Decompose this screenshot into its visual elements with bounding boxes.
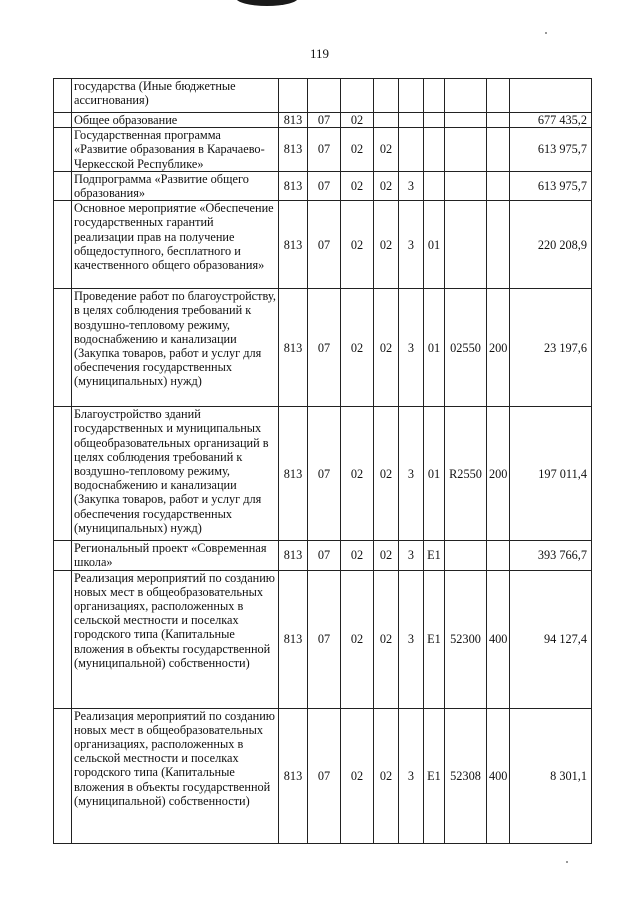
table-row <box>54 113 592 128</box>
direction-code-cell <box>445 171 487 200</box>
table-row <box>54 128 592 172</box>
scan-speck <box>566 861 568 863</box>
section-code-cell <box>308 79 341 113</box>
item-name-cell: Благоустройство зданий государственных и муниципальных общеобразовательных организаций в целях соблюдения требований к воздушно-тепловому режиму, водоснабжению и канализации (Закупка товаров, работ и услуг для обеспечения государственных (муниципальных) нужд) <box>72 407 279 541</box>
amount-cell: 94 127,4 <box>510 570 592 708</box>
subsection-code-cell: 02 <box>341 201 374 289</box>
event-code-cell <box>424 79 445 113</box>
table-row <box>54 201 592 289</box>
event-code-cell <box>424 113 445 128</box>
program-code-cell: 02 <box>374 708 399 843</box>
expense-type-code-cell <box>487 113 510 128</box>
subprogram-code-cell: 3 <box>399 708 424 843</box>
direction-code-cell: 02550 <box>445 289 487 407</box>
direction-code-cell <box>445 113 487 128</box>
section-code-cell: 07 <box>308 113 341 128</box>
subsection-code-cell: 02 <box>341 570 374 708</box>
subsection-code-cell: 02 <box>341 113 374 128</box>
subprogram-code-cell <box>399 128 424 172</box>
admin-code-cell: 813 <box>279 128 308 172</box>
program-code-cell: 02 <box>374 128 399 172</box>
section-code-cell: 07 <box>308 201 341 289</box>
expense-type-code-cell: 200 <box>487 407 510 541</box>
admin-code-cell: 813 <box>279 407 308 541</box>
subprogram-code-cell: 3 <box>399 171 424 200</box>
item-name-cell: государства (Иные бюджетные ассигнования) <box>72 79 279 113</box>
amount-cell: 23 197,6 <box>510 289 592 407</box>
event-code-cell: 01 <box>424 407 445 541</box>
expense-type-code-cell: 200 <box>487 289 510 407</box>
subsection-code-cell: 02 <box>341 171 374 200</box>
amount-cell: 393 766,7 <box>510 541 592 570</box>
subprogram-code-cell: 3 <box>399 289 424 407</box>
direction-code-cell <box>445 128 487 172</box>
section-code-cell: 07 <box>308 407 341 541</box>
section-code-cell: 07 <box>308 171 341 200</box>
section-code-cell: 07 <box>308 128 341 172</box>
program-code-cell: 02 <box>374 541 399 570</box>
item-name-cell: Подпрограмма «Развитие общего образования» <box>72 171 279 200</box>
admin-code-cell: 813 <box>279 289 308 407</box>
event-code-cell: 01 <box>424 289 445 407</box>
section-code-cell: 07 <box>308 708 341 843</box>
admin-code-cell <box>279 79 308 113</box>
subsection-code-cell: 02 <box>341 128 374 172</box>
page-number: 119 <box>309 46 330 61</box>
item-name-cell: Проведение работ по благоустройству, в целях соблюдения требований к воздушно-тепловому режиму, водоснабжению и канализации (Закупка товаров, работ и услуг для обеспечения государственных (муниципальных) нужд) <box>72 289 279 407</box>
program-code-cell: 02 <box>374 407 399 541</box>
section-code-cell: 07 <box>308 289 341 407</box>
expense-type-code-cell <box>487 79 510 113</box>
admin-code-cell: 813 <box>279 113 308 128</box>
expense-type-code-cell: 400 <box>487 708 510 843</box>
blank-cell <box>54 171 72 200</box>
event-code-cell: 01 <box>424 201 445 289</box>
blank-cell <box>54 113 72 128</box>
section-code-cell: 07 <box>308 541 341 570</box>
direction-code-cell <box>445 541 487 570</box>
item-name-cell: Реализация мероприятий по созданию новых мест в общеобразовательных организациях, расположенных в сельской местности и поселках городского типа (Капитальные вложения в объекты государственной (муниципальной) собственности) <box>72 570 279 708</box>
blank-cell <box>54 407 72 541</box>
blank-cell <box>54 201 72 289</box>
admin-code-cell: 813 <box>279 541 308 570</box>
table-row <box>54 708 592 843</box>
table-row <box>54 407 592 541</box>
admin-code-cell: 813 <box>279 708 308 843</box>
expense-type-code-cell <box>487 171 510 200</box>
table-row <box>54 570 592 708</box>
blank-cell <box>54 541 72 570</box>
amount-cell: 677 435,2 <box>510 113 592 128</box>
event-code-cell: E1 <box>424 708 445 843</box>
subprogram-code-cell <box>399 79 424 113</box>
amount-cell: 613 975,7 <box>510 128 592 172</box>
program-code-cell: 02 <box>374 201 399 289</box>
event-code-cell: E1 <box>424 570 445 708</box>
table-row <box>54 79 592 113</box>
item-name-cell: Региональный проект «Современная школа» <box>72 541 279 570</box>
direction-code-cell: R2550 <box>445 407 487 541</box>
expense-type-code-cell <box>487 128 510 172</box>
item-name-cell: Основное мероприятие «Обеспечение государственных гарантий реализации прав на получение общедоступного, бесплатного и качественного общего образования» <box>72 201 279 289</box>
admin-code-cell: 813 <box>279 171 308 200</box>
amount-cell: 220 208,9 <box>510 201 592 289</box>
blank-cell <box>54 79 72 113</box>
blank-cell <box>54 289 72 407</box>
scan-speck <box>545 32 547 34</box>
item-name-cell: Государственная программа «Развитие образования в Карачаево-Черкесской Республике» <box>72 128 279 172</box>
subsection-code-cell <box>341 79 374 113</box>
amount-cell: 197 011,4 <box>510 407 592 541</box>
amount-cell: 613 975,7 <box>510 171 592 200</box>
direction-code-cell: 52300 <box>445 570 487 708</box>
scan-artifact <box>236 0 298 6</box>
direction-code-cell <box>445 201 487 289</box>
admin-code-cell: 813 <box>279 570 308 708</box>
table-body <box>54 79 592 844</box>
program-code-cell <box>374 79 399 113</box>
direction-code-cell <box>445 79 487 113</box>
program-code-cell: 02 <box>374 171 399 200</box>
expense-type-code-cell <box>487 201 510 289</box>
program-code-cell: 02 <box>374 289 399 407</box>
event-code-cell: E1 <box>424 541 445 570</box>
amount-cell: 8 301,1 <box>510 708 592 843</box>
item-name-cell: Реализация мероприятий по созданию новых мест в общеобразовательных организациях, расположенных в сельской местности и поселках городского типа (Капитальные вложения в объекты государственной (муниципальной) собственности) <box>72 708 279 843</box>
admin-code-cell: 813 <box>279 201 308 289</box>
blank-cell <box>54 708 72 843</box>
table-row <box>54 541 592 570</box>
subsection-code-cell: 02 <box>341 289 374 407</box>
subprogram-code-cell: 3 <box>399 201 424 289</box>
subprogram-code-cell <box>399 113 424 128</box>
subprogram-code-cell: 3 <box>399 407 424 541</box>
blank-cell <box>54 128 72 172</box>
subsection-code-cell: 02 <box>341 407 374 541</box>
event-code-cell <box>424 171 445 200</box>
blank-cell <box>54 570 72 708</box>
program-code-cell <box>374 113 399 128</box>
event-code-cell <box>424 128 445 172</box>
subprogram-code-cell: 3 <box>399 570 424 708</box>
subsection-code-cell: 02 <box>341 541 374 570</box>
expense-type-code-cell: 400 <box>487 570 510 708</box>
table-row <box>54 289 592 407</box>
budget-table <box>53 78 592 844</box>
table-row <box>54 171 592 200</box>
program-code-cell: 02 <box>374 570 399 708</box>
direction-code-cell: 52308 <box>445 708 487 843</box>
subprogram-code-cell: 3 <box>399 541 424 570</box>
amount-cell <box>510 79 592 113</box>
section-code-cell: 07 <box>308 570 341 708</box>
item-name-cell: Общее образование <box>72 113 279 128</box>
subsection-code-cell: 02 <box>341 708 374 843</box>
expense-type-code-cell <box>487 541 510 570</box>
